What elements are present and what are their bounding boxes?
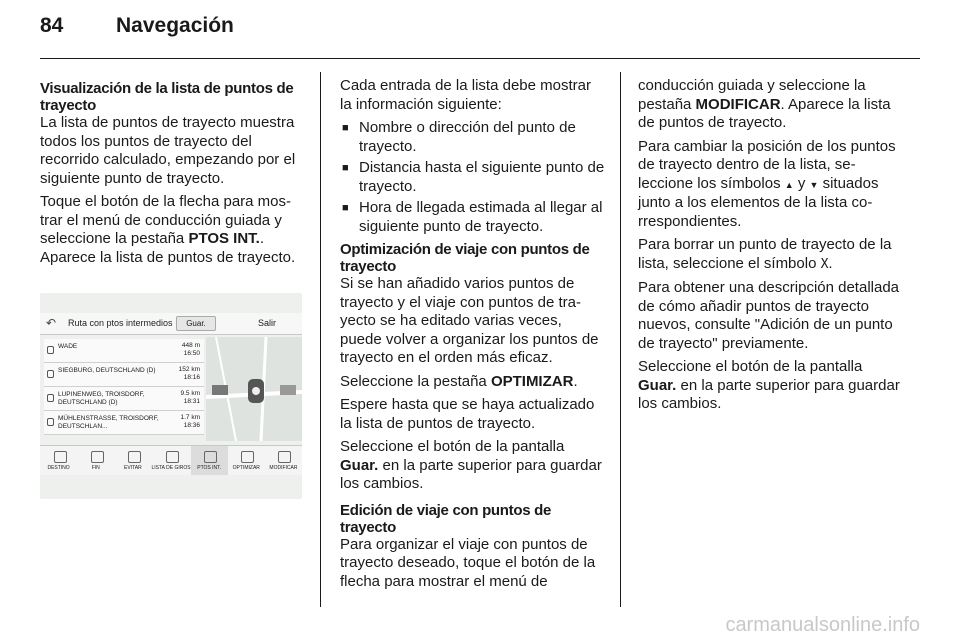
column-1 [40, 77, 305, 272]
screen-title: Ruta con ptos intermedios [68, 318, 173, 328]
paragraph: Espere hasta que se haya actualizado la lista de puntos de trayecto. [340, 396, 595, 432]
paragraph: Seleccione la pestaña OPTIMIZAR. [340, 372, 578, 390]
list-item: ■ Nombre o dirección del punto de trayecto. [340, 119, 605, 156]
up-arrow-icon: ▲ [784, 179, 794, 190]
waypoint-icon [47, 346, 54, 354]
page-number: 84 [40, 14, 64, 37]
section-heading-optimize: Optimización de viaje con puntos de trayecto [340, 241, 590, 275]
paragraph: Toque el botón de la flecha para mostrar el menú de conducción guiada y seleccione la pestaña PTOS INT.. Aparece la lista de puntos de trayecto. [40, 193, 296, 266]
section-heading-waypoint-list: Visualización de la lista de puntos de trayecto [40, 80, 294, 114]
exit-button: Salir [258, 318, 277, 328]
bullet-list [340, 119, 605, 236]
list-item: ■ Distancia hasta el siguiente punto de trayecto. [340, 159, 605, 196]
section-heading-edit: Edición de viaje con puntos de trayecto [340, 501, 552, 536]
paragraph: Si se han añadido varios puntos de trayecto y el viaje con puntos de trayecto se ha editado varias veces, puede volver a organizar los puntos de trayecto en el orden más eficaz. [340, 275, 599, 366]
paragraph: La lista de puntos de trayecto muestra todos los puntos de trayecto del recorrido calculado, empezando por el siguiente punto de trayecto. [40, 114, 296, 187]
screen-tab-bar [40, 445, 302, 475]
paragraph: conducción guiada y seleccione la pestaña MODIFICAR. Aparece la lista de puntos de trayecto. [638, 77, 891, 131]
tab-ptos-int: PTOS INT. [191, 446, 228, 475]
tab-optimizar: OPTIMIZAR [228, 446, 265, 475]
paragraph: Para obtener una descripción detallada de cómo añadir puntos de trayecto nuevos, consulte "Adición de un punto de trayecto" previamente. [638, 279, 900, 352]
back-arrow-icon: ↶ [46, 316, 57, 330]
waypoint-icon [47, 370, 54, 378]
paragraph: Para borrar un punto de trayecto de la lista, seleccione el símbolo X. [638, 236, 892, 272]
tab-fin: FIN [77, 446, 114, 475]
watermark: carmanualsonline.info [725, 614, 920, 636]
column-divider [620, 72, 621, 607]
column-divider [320, 72, 321, 607]
map-roads-icon [206, 337, 302, 441]
tab-lista-de-giros: LISTA DE GIROS [151, 446, 190, 475]
tab-modificar: MODIFICAR [265, 446, 302, 475]
chapter-title: Navegación [116, 14, 234, 37]
tab-destino: DESTINO [40, 446, 77, 475]
infotainment-screenshot [40, 293, 302, 499]
list-item: LUPINENWEG, TROISDORF, DEUTSCHLAND (D) 9.5 km 18:31 [44, 387, 204, 411]
screen-title-bar [40, 313, 302, 335]
tab-evitar: EVITAR [114, 446, 151, 475]
paragraph: Seleccione el botón de la pantalla Guar. en la parte superior para guardar los cambios. [638, 358, 900, 412]
page-header [40, 14, 234, 44]
list-item: WADE 448 m 16:50 [44, 339, 204, 363]
column-2 [340, 77, 605, 596]
header-rule [40, 58, 920, 59]
waypoint-list [44, 339, 204, 435]
paragraph: Cada entrada de la lista debe mostrar la información siguiente: [340, 77, 591, 113]
list-item: SIEGBURG, DEUTSCHLAND (D) 152 km 18:16 [44, 363, 204, 387]
paragraph: Seleccione el botón de la pantalla Guar. en la parte superior para guardar los cambios. [340, 438, 602, 492]
column-3 [638, 77, 903, 419]
list-item: ■ Hora de llegada estimada al llegar al siguiente punto de trayecto. [340, 199, 605, 236]
down-arrow-icon: ▼ [809, 179, 819, 190]
map-view [206, 337, 302, 441]
delete-icon: X [820, 256, 829, 272]
paragraph: Para organizar el viaje con puntos de trayecto deseado, toque el botón de la flecha para mostrar el menú de [340, 535, 596, 590]
waypoint-icon [47, 394, 54, 402]
save-button: Guar. [176, 316, 216, 331]
paragraph: Para cambiar la posición de los puntos de trayecto dentro de la lista, seleccione los símbolos ▲ y ▼ situados junto a los elementos de la lista correspondientes. [638, 137, 896, 230]
list-item: MÜHLENSTRASSE, TROISDORF, DEUTSCHLAN... 1.7 km 18:36 [44, 411, 204, 435]
destination-flag-icon [47, 418, 54, 426]
